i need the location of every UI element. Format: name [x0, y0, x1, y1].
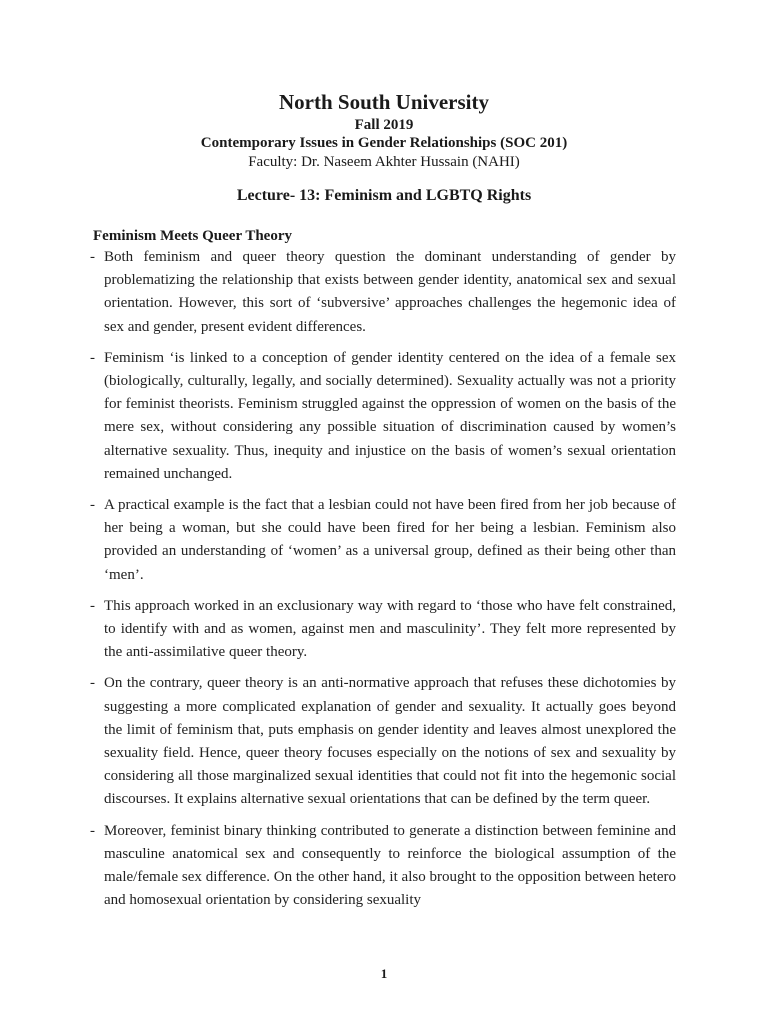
bullet-paragraph	[88, 494, 676, 587]
bullet-marker: -	[90, 349, 95, 366]
bullet-paragraph	[88, 820, 676, 913]
document-header	[0, 88, 768, 172]
term: Fall 2019	[354, 117, 414, 133]
bullet-paragraph	[88, 595, 676, 665]
course-title: Contemporary Issues in Gender Relationships (SOC 201)	[200, 135, 568, 151]
bullet-paragraph	[88, 347, 676, 486]
paragraph-text: On the contrary, queer theory is an anti-normative approach that refuses these dichotomies by suggesting a more complicated explanation of gender and sexuality. It actually goes beyond the limit of feminism that, puts emphasis on gender identity and leaves almost unexplored the sexuality field. Hence, queer theory focuses especially on the notions of sex and sexuality by considering all those marginalized sexual identities that could not fit into the hegemonic social discourses. It explains alternative sexual orientations that can be defined by the term queer.	[104, 675, 676, 808]
bullet-marker: -	[90, 497, 95, 514]
lecture-title: Lecture- 13: Feminism and LGBTQ Rights	[236, 187, 532, 204]
university-name: North South University	[278, 90, 489, 114]
bullet-marker: -	[90, 597, 95, 614]
bullet-marker: -	[90, 249, 95, 265]
paragraph-text: This approach worked in an exclusionary way with regard to ‘those who have felt constrained, to identify with and as women, against men and masculinity’. They felt more represented by the anti-assimilative queer theory.	[104, 597, 676, 661]
section-heading: Feminism Meets Queer Theory	[93, 228, 292, 244]
bullet-marker: -	[90, 822, 95, 839]
paragraph-text: Both feminism and queer theory question the dominant understanding of gender by problematizing the relationship that exists between gender identity, anatomical sex and sexual orientation. However, this sort of ‘subversive’ approaches challenges the hegemonic idea of sex and gender, present evident differences.	[104, 249, 676, 335]
bullet-paragraph	[88, 672, 676, 811]
paragraph-text: Moreover, feminist binary thinking contributed to generate a distinction between feminine and masculine anatomical sex and consequently to reinforce the biological assumption of the male/female sex difference. On the other hand, it also brought to the opposition between hetero and homosexual orientation by considering sexuality	[104, 822, 676, 909]
bullet-marker: -	[90, 675, 95, 692]
document-body	[88, 246, 676, 920]
paragraph-text: A practical example is the fact that a lesbian could not have been fired from her job because of her being a woman, but she could have been fired for her being a lesbian. Feminism also provided an understanding of ‘women’ as a universal group, defined as their being other than ‘men’.	[104, 497, 676, 583]
paragraph-text: Feminism ‘is linked to a conception of gender identity centered on the idea of a female sex (biologically, culturally, legally, and socially determined). Sexuality actually was not a priority for feminist theorists. Feminism struggled against the oppression of women on the basis of the mere sex, without considering any possible situation of discrimination caused by women’s alternative sexuality. Thus, inequity and injustice on the basis of women’s sexual orientation remained unchanged.	[104, 349, 676, 482]
faculty-line: Faculty: Dr. Naseem Akhter Hussain (NAHI)	[248, 154, 520, 170]
page-number: 1	[380, 966, 388, 981]
bullet-paragraph	[88, 246, 676, 339]
